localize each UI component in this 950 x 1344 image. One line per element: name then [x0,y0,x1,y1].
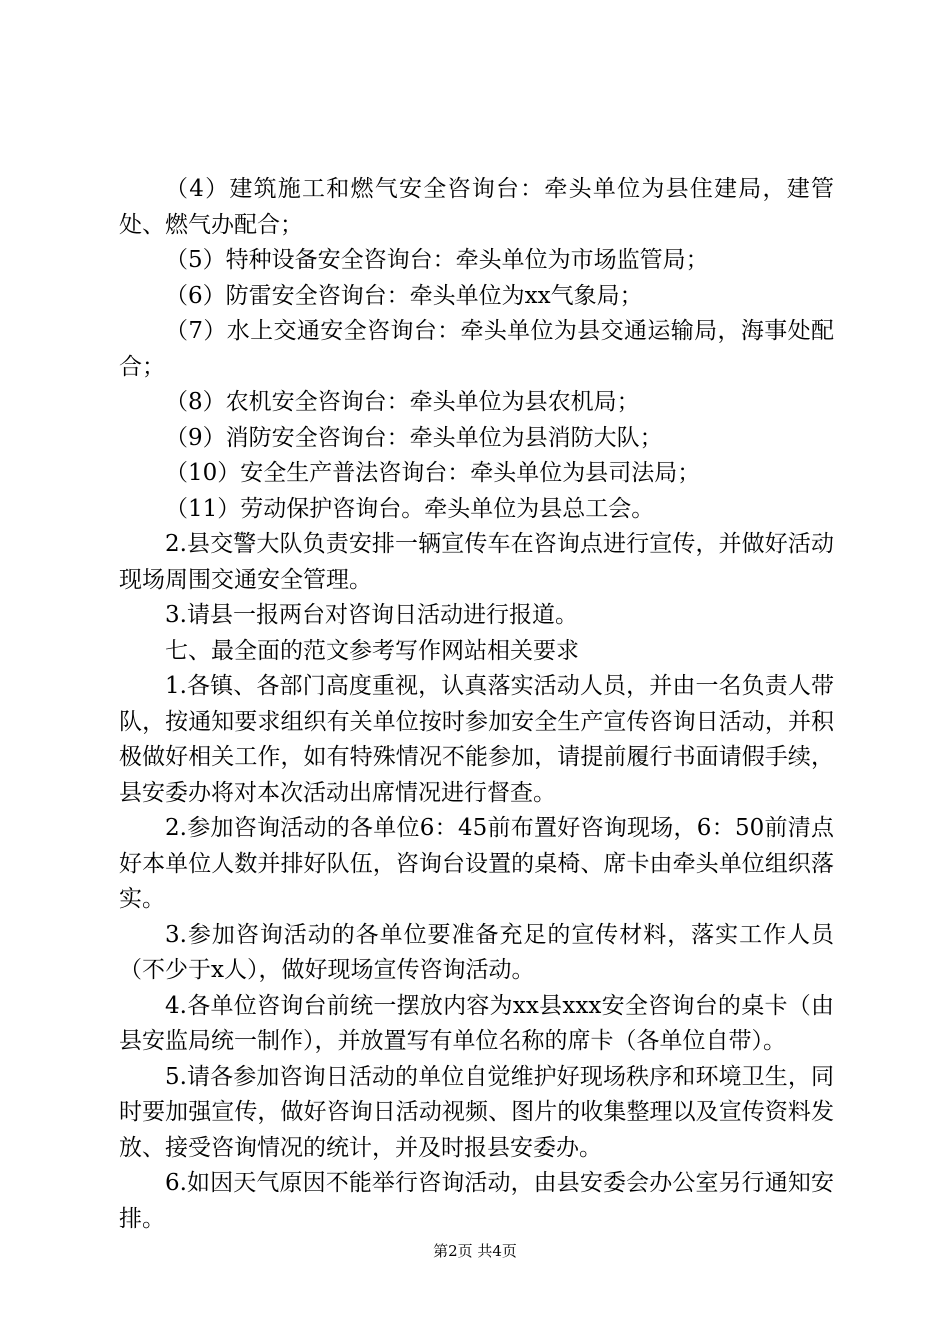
paragraph: 3.参加咨询活动的各单位要准备充足的宣传材料，落实工作人员（不少于x人），做好现场宣传咨询活动。 [119,921,834,983]
paragraph: （9）消防安全咨询台：牵头单位为县消防大队； [165,424,663,451]
paragraph: （6）防雷安全咨询台：牵头单位为xx气象局； [165,282,643,309]
paragraph: （7）水上交通安全咨询台：牵头单位为县交通运输局，海事处配合； [119,318,834,380]
page-number-footer: 第2页 共4页 [433,1242,517,1260]
paragraph: 2.参加咨询活动的各单位6：45前布置好咨询现场，6：50前清点好本单位人数并排好队伍，咨询台设置的桌椅、席卡由牵头单位组织落实。 [119,815,834,912]
paragraph: （10）安全生产普法咨询台：牵头单位为县司法局； [165,460,701,486]
paragraph: （11）劳动保护咨询台。牵头单位为县总工会。 [165,495,655,522]
paragraph: 6.如因天气原因不能举行咨询活动，由县安委会办公室另行通知安排。 [119,1170,834,1232]
paragraph: 5.请各参加咨询日活动的单位自觉维护好现场秩序和环境卫生，同时要加强宣传，做好咨询日活动视频、图片的收集整理以及宣传资料发放、接受咨询情况的统计，并及时报县安委办。 [119,1063,834,1161]
paragraph: 1.各镇、各部门高度重视，认真落实活动人员，并由一名负责人带队，按通知要求组织有关单位按时参加安全生产宣传咨询日活动，并积极做好相关工作，如有特殊情况不能参加，请提前履行书面请假手续，县安委办将对本次活动出席情况进行督查。 [119,673,834,806]
paragraph: 2.县交警大队负责安排一辆宣传车在咨询点进行宣传，并做好活动现场周围交通安全管理。 [119,531,834,593]
paragraph: 4.各单位咨询台前统一摆放内容为xx县xxx安全咨询台的桌卡（由县安监局统一制作），并放置写有单位名称的席卡（各单位自带）。 [119,992,834,1054]
paragraph: 3.请县一报两台对咨询日活动进行报道。 [165,602,578,628]
paragraph: （4）建筑施工和燃气安全咨询台：牵头单位为县住建局，建管处、燃气办配合； [119,176,834,238]
paragraph: （5）特种设备安全咨询台：牵头单位为市场监管局； [165,247,709,273]
section-heading: 七、最全面的范文参考写作网站相关要求 [165,637,579,664]
paragraph: （8）农机安全咨询台：牵头单位为县农机局； [165,389,640,415]
document-body [119,172,834,1237]
